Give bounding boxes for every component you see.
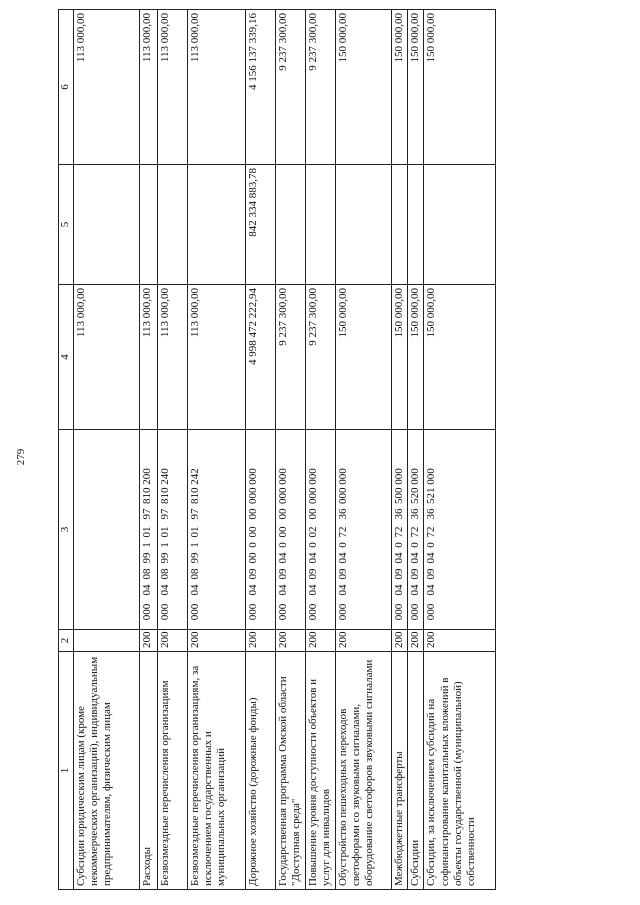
- code-part: 72: [409, 526, 422, 538]
- code-part: 97: [159, 508, 171, 520]
- code-part: 810 242: [189, 468, 201, 504]
- code-part: 04: [393, 552, 405, 564]
- value-col-5: [306, 165, 336, 285]
- value-col-4: 113 000,00: [158, 285, 188, 430]
- value-col-5: [158, 165, 188, 285]
- value-col-6: 113 000,00: [188, 10, 246, 165]
- value-col-4: 9 237 300,00: [306, 285, 336, 430]
- code-part: 000: [247, 603, 259, 621]
- row-name: Безвозмездные перечисления организациям, за исключением государственных и муниципальных организаций: [188, 652, 246, 890]
- code-part: 0: [277, 542, 289, 548]
- value-col-5: [424, 165, 496, 285]
- code-part: 000 000: [307, 468, 319, 504]
- value-col-6: 150 000,00: [336, 10, 392, 165]
- code-part: 810 200: [141, 468, 153, 504]
- code-part: 000: [337, 603, 349, 621]
- table-row: [424, 10, 496, 890]
- code-part: 00: [247, 526, 259, 538]
- header-col-6: 6: [59, 10, 74, 165]
- header-col-4: 4: [59, 285, 74, 430]
- code-part: 000: [141, 603, 153, 621]
- code-part: 000: [409, 603, 422, 621]
- code-part: 36: [393, 508, 405, 520]
- code-part: 72: [425, 526, 438, 538]
- code-part: 04: [393, 584, 405, 596]
- row-name: Дорожное хозяйство (дорожные фонды): [246, 652, 276, 890]
- code-part: 09: [425, 568, 438, 580]
- code-part: 08: [189, 568, 201, 580]
- code-part: 04: [141, 584, 153, 596]
- admin-code: 200: [336, 630, 392, 652]
- code-part: 04: [425, 584, 438, 596]
- value-col-6: 113 000,00: [158, 10, 188, 165]
- rotated-table-wrapper: [58, 10, 498, 890]
- code-part: 04: [337, 584, 349, 596]
- value-col-4: 113 000,00: [188, 285, 246, 430]
- code-part: 0: [425, 542, 438, 548]
- classification-code: [392, 430, 408, 630]
- table-row: [140, 10, 158, 890]
- value-col-4: 150 000,00: [336, 285, 392, 430]
- code-part: 01: [189, 526, 201, 538]
- budget-table: [58, 9, 496, 890]
- classification-code: [408, 430, 424, 630]
- table-body: [74, 10, 496, 890]
- admin-code: 200: [276, 630, 306, 652]
- code-part: 04: [277, 552, 289, 564]
- classification-code: [188, 430, 246, 630]
- code-part: 04: [425, 552, 438, 564]
- row-name: Субсидии юридическим лицам (кроме некоммерческих организаций), индивидуальным предпринимателям, физическим лицам: [74, 652, 140, 890]
- value-col-5: 842 334 883,78: [246, 165, 276, 285]
- value-col-4: 150 000,00: [408, 285, 424, 430]
- value-col-5: [188, 165, 246, 285]
- value-col-5: [392, 165, 408, 285]
- classification-code: [158, 430, 188, 630]
- admin-code: 200: [188, 630, 246, 652]
- code-part: 000: [189, 603, 201, 621]
- code-part: 000 000: [247, 468, 259, 504]
- table-row: [408, 10, 424, 890]
- code-part: 01: [141, 526, 153, 538]
- row-name: Субсидии: [408, 652, 424, 890]
- value-col-4: 113 000,00: [74, 285, 140, 430]
- value-col-5: [140, 165, 158, 285]
- table-row: [276, 10, 306, 890]
- admin-code: 200: [246, 630, 276, 652]
- value-col-6: 150 000,00: [424, 10, 496, 165]
- code-part: 97: [141, 508, 153, 520]
- classification-code: [306, 430, 336, 630]
- row-name: Безвозмездные перечисления организациям: [158, 652, 188, 890]
- table-row: [246, 10, 276, 890]
- admin-code: 200: [306, 630, 336, 652]
- code-part: 000: [307, 603, 319, 621]
- code-part: 0: [393, 542, 405, 548]
- code-part: 72: [393, 526, 405, 538]
- code-part: 00: [307, 508, 319, 520]
- code-part: 02: [307, 526, 319, 538]
- code-part: 521 000: [425, 468, 438, 504]
- table-row: [306, 10, 336, 890]
- value-col-4: 9 237 300,00: [276, 285, 306, 430]
- value-col-6: 9 237 300,00: [306, 10, 336, 165]
- code-part: 04: [337, 552, 349, 564]
- code-part: 00: [247, 508, 259, 520]
- row-name: Расходы: [140, 652, 158, 890]
- classification-code: [246, 430, 276, 630]
- value-col-4: 150 000,00: [392, 285, 408, 430]
- value-col-4: 150 000,00: [424, 285, 496, 430]
- admin-code: [74, 630, 140, 652]
- row-name: Повышение уровня доступности объектов и услуг для инвалидов: [306, 652, 336, 890]
- code-part: 97: [189, 508, 201, 520]
- code-part: 810 240: [159, 468, 171, 504]
- code-part: 09: [409, 568, 422, 580]
- row-name: Государственная программа Омской области "Доступная среда": [276, 652, 306, 890]
- value-col-5: [74, 165, 140, 285]
- admin-code: 200: [140, 630, 158, 652]
- row-name: Субсидии, за исключением субсидий на софинансирование капитальных вложений в объекты государственной (муниципальной) собственности: [424, 652, 496, 890]
- code-part: 04: [159, 584, 171, 596]
- page-number: 279: [15, 448, 27, 466]
- classification-code: [336, 430, 392, 630]
- table-row: [158, 10, 188, 890]
- code-part: 08: [141, 568, 153, 580]
- classification-code: [140, 430, 158, 630]
- code-part: 0: [409, 542, 422, 548]
- code-part: 00: [247, 552, 259, 564]
- code-part: 04: [247, 584, 259, 596]
- code-part: 0: [247, 542, 259, 548]
- code-part: 520 000: [409, 468, 422, 504]
- code-part: 04: [409, 552, 422, 564]
- header-col-1: 1: [59, 652, 74, 890]
- code-part: 36: [337, 508, 349, 520]
- code-part: 0: [337, 542, 349, 548]
- classification-code: [74, 430, 140, 630]
- code-part: 99: [189, 552, 201, 564]
- header-col-5: 5: [59, 165, 74, 285]
- admin-code: 200: [424, 630, 496, 652]
- table-row: [74, 10, 140, 890]
- code-part: 000: [277, 603, 289, 621]
- value-col-5: [408, 165, 424, 285]
- code-part: 08: [159, 568, 171, 580]
- code-part: 36: [425, 508, 438, 520]
- code-part: 1: [159, 542, 171, 548]
- admin-code: 200: [158, 630, 188, 652]
- header-col-2: 2: [59, 630, 74, 652]
- code-part: 09: [393, 568, 405, 580]
- value-col-4: 113 000,00: [140, 285, 158, 430]
- table-row: [336, 10, 392, 890]
- code-part: 000 000: [277, 468, 289, 504]
- code-part: 04: [307, 584, 319, 596]
- table-row: [188, 10, 246, 890]
- row-name: Обустройство пешеходных переходов светофорами со звуковыми сигналами, оборудование светофоров звуковыми сигналами: [336, 652, 392, 890]
- header-col-3: 3: [59, 430, 74, 630]
- table-row: [392, 10, 408, 890]
- code-part: 04: [277, 584, 289, 596]
- code-part: 09: [247, 568, 259, 580]
- code-part: 00: [277, 526, 289, 538]
- code-part: 99: [159, 552, 171, 564]
- code-part: 36: [409, 508, 422, 520]
- code-part: 00: [277, 508, 289, 520]
- value-col-6: 4 156 137 339,16: [246, 10, 276, 165]
- code-part: 09: [277, 568, 289, 580]
- code-part: 1: [189, 542, 201, 548]
- code-part: 04: [189, 584, 201, 596]
- admin-code: 200: [392, 630, 408, 652]
- header-row: [59, 10, 74, 890]
- code-part: 09: [337, 568, 349, 580]
- code-part: 99: [141, 552, 153, 564]
- classification-code: [276, 430, 306, 630]
- code-part: 72: [337, 526, 349, 538]
- code-part: 01: [159, 526, 171, 538]
- code-part: 04: [409, 584, 422, 596]
- classification-code: [424, 430, 496, 630]
- value-col-6: 113 000,00: [140, 10, 158, 165]
- value-col-6: 9 237 300,00: [276, 10, 306, 165]
- code-part: 000: [393, 603, 405, 621]
- code-part: 09: [307, 568, 319, 580]
- value-col-5: [276, 165, 306, 285]
- code-part: 0: [307, 542, 319, 548]
- code-part: 04: [307, 552, 319, 564]
- code-part: 000: [159, 603, 171, 621]
- value-col-6: 150 000,00: [392, 10, 408, 165]
- code-part: 000: [425, 603, 438, 621]
- value-col-4: 4 998 472 222,94: [246, 285, 276, 430]
- code-part: 000 000: [337, 468, 349, 504]
- value-col-6: 113 000,00: [74, 10, 140, 165]
- row-name: Межбюджетные трансферты: [392, 652, 408, 890]
- code-part: 500 000: [393, 468, 405, 504]
- value-col-6: 150 000,00: [408, 10, 424, 165]
- code-part: 1: [141, 542, 153, 548]
- admin-code: 200: [408, 630, 424, 652]
- value-col-5: [336, 165, 392, 285]
